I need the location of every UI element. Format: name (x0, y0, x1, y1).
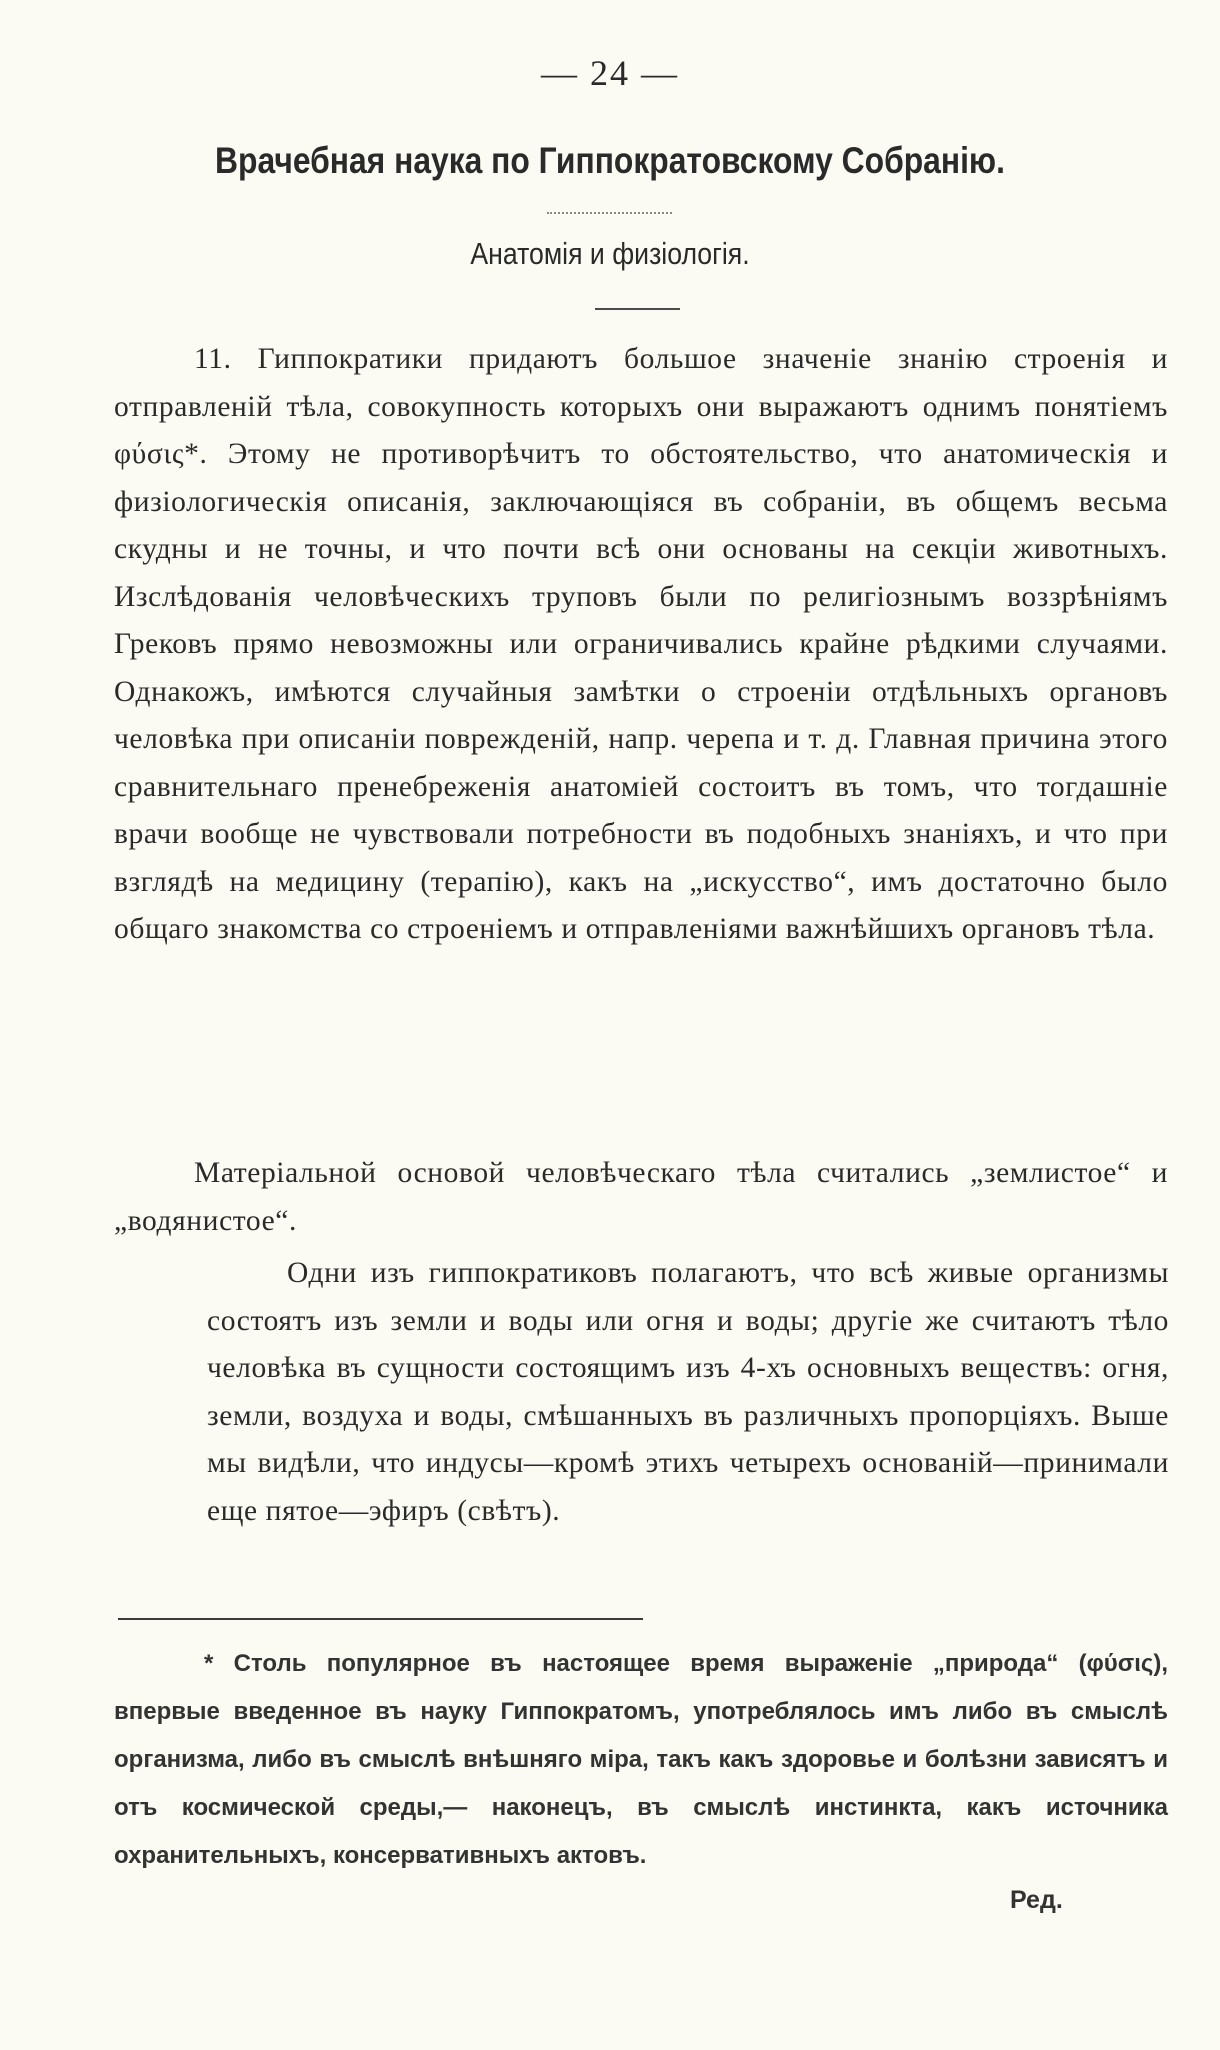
paragraph-1: 11. Гиппократики придаютъ большое значеніе знанію строенія и отправленій тѣла, совокупность которыхъ они выражаютъ однимъ понятіемъ φύσις*. Этому не противорѣчитъ то обстоятельство, что анатомическія и физіологическія описанія, заключающіяся въ собраніи, въ общемъ весьма скудны и не точны, и что почти всѣ они основаны на секціи животныхъ. Изслѣдованія человѣческихъ труповъ были по религіознымъ воззрѣніямъ Грековъ прямо невозможны или ограничивались крайне рѣдкими случаями. Однакожъ, имѣются случайныя замѣтки о строеніи отдѣльныхъ органовъ человѣка при описаніи поврежденій, напр. черепа и т. д. Главная причина этого сравнительнаго пренебреженія анатоміей состоитъ въ томъ, что тогдашніе врачи вообще не чувствовали потребности въ подобныхъ знаніяхъ, и что при взглядѣ на медицину (терапію), какъ на „искусство“, имъ достаточно было общаго знакомства со строеніемъ и отправленіями важнѣйшихъ органовъ тѣла. (114, 343, 1168, 945)
page-number: — 24 — (541, 53, 679, 93)
footnote-divider (118, 1618, 643, 1620)
indented-quote: Одни изъ гиппократиковъ полагаютъ, что всѣ живые организмы состоятъ изъ земли и воды или огня и воды; другіе же считаютъ тѣло человѣка въ сущности состоящимъ изъ 4-хъ основныхъ веществъ: огня, земли, воздуха и воды, смѣшанныхъ въ различныхъ пропорціяхъ. Выше мы видѣли, что индусы—кромѣ этихъ четырехъ основаній—принимали еще пятое—эфиръ (свѣтъ). (207, 1257, 1169, 1527)
section-title: Анатомія и физіологія. (470, 236, 750, 271)
decorative-divider (547, 212, 672, 214)
paragraph-2: Матеріальной основой человѣческаго тѣла считались „землистое“ и „водянистое“. (114, 1157, 1168, 1237)
footnote-signature: Ред. (1010, 1886, 1063, 1914)
section-divider (595, 308, 680, 310)
footnote: * Столь популярное въ настоящее время выраженіе „природа“ (φύσις), впервые введенное въ науку Гиппократомъ, употреблялось имъ либо въ смыслѣ организма, либо въ смыслѣ внѣшняго міра, такъ какъ здоровье и болѣзни зависятъ и отъ космической среды,— наконецъ, въ смыслѣ инстинкта, какъ источника охранительныхъ, консервативныхъ актовъ. (114, 1650, 1168, 1869)
chapter-title: Врачебная наука по Гиппократовскому Собранію. (215, 140, 1005, 181)
main-text (114, 336, 1168, 954)
